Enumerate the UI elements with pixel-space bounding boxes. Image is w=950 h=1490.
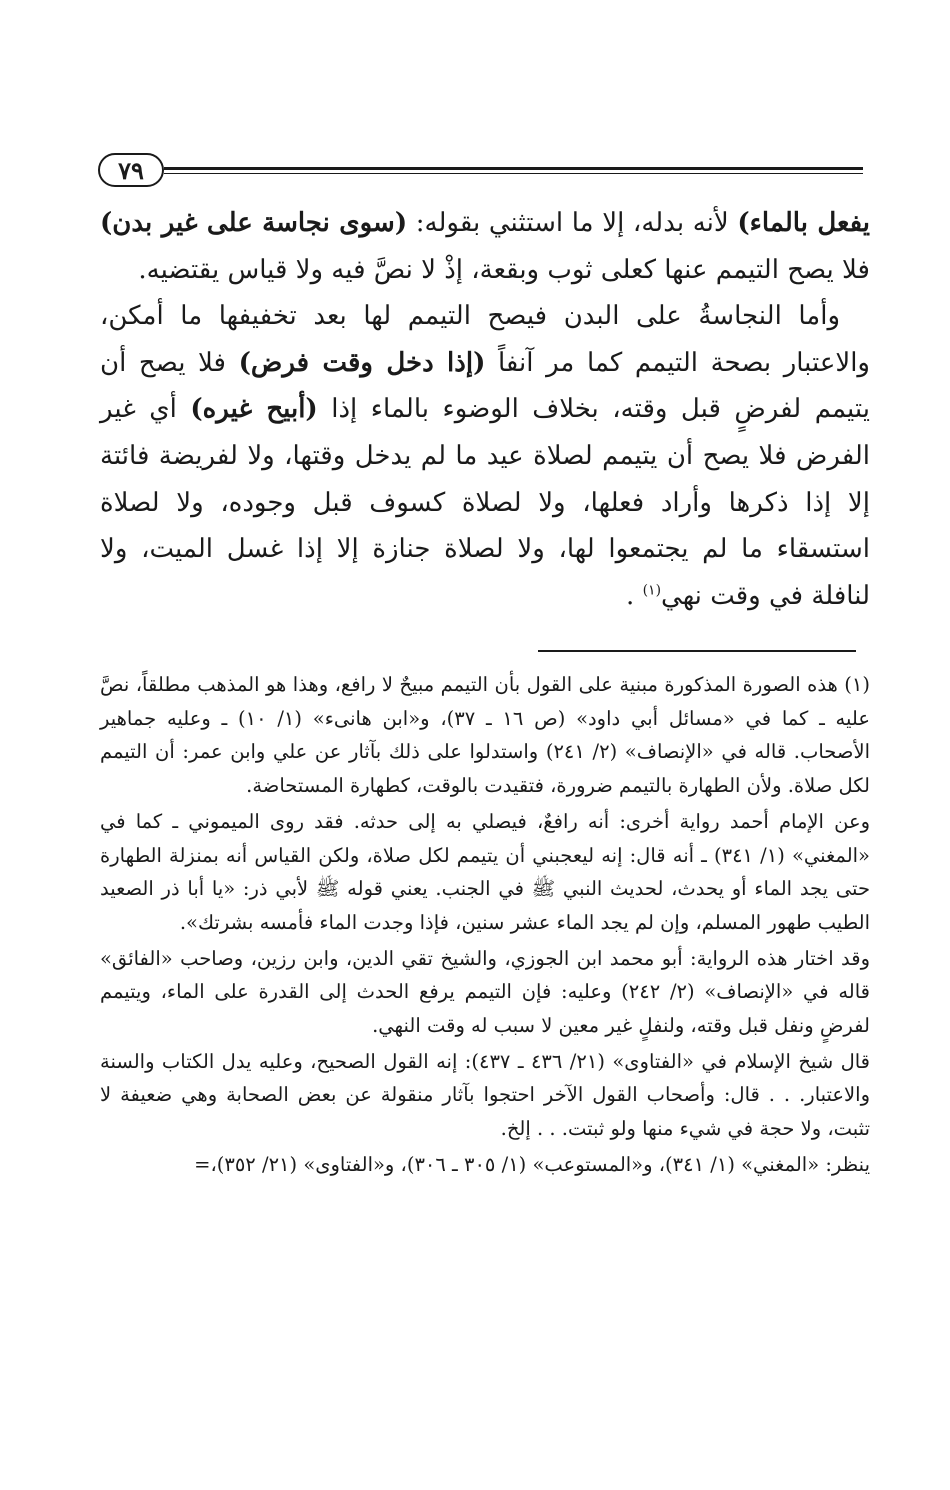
- page-number: ٧٩: [98, 153, 164, 187]
- footnotes: [100, 668, 870, 1184]
- bold-phrase: (سوى نجاسة على غير بدن): [100, 208, 408, 238]
- footnote-paragraph: وعن الإمام أحمد رواية أخرى: أنه رافعٌ، فيصلي به إلى حدثه. فقد روى الميموني ـ كما في «المغني» (١/ ٣٤١) ـ أنه قال: إنه ليعجبني أن يتيمم لكل صلاة، ولكن القياس أنه بمنزلة الطهارة حتى يجد الماء أو يحدث، لحديث النبي ﷺ في الجنب. يعني قوله ﷺ لأبي ذر: «يا أبا ذر الصعيد الطيب طهور المسلم، وإن لم يجد الماء عشر سنين، فإذا وجدت الماء فأمسه بشرتك».: [100, 809, 870, 934]
- footnote-paragraph: (١) هذه الصورة المذكورة مبنية على القول بأن التيمم مبيحٌ لا رافع، وهذا هو المذهب مطلقاً، نصَّ عليه ـ كما في «مسائل أبي داود» (ص ١٦ ـ ٣٧)، و«ابن هانىء» (١/ ١٠) ـ وعليه جماهير الأصحاب. قاله في «الإنصاف» (٢/ ٢٤١) واستدلوا على ذلك بآثار عن علي وابن عمر: أن التيمم لكل صلاة. ولأن الطهارة بالتيمم ضرورة، فتقيدت بالوقت، كطهارة المستحاضة.: [100, 673, 870, 798]
- text-run: وأما النجاسةُ على البدن فيصح التيمم لها بعد تخفيفها ما أمكن، والاعتبار بصحة التيمم كما مر آنفاً: [100, 301, 870, 378]
- main-text: [100, 200, 870, 619]
- footnote-paragraph: وقد اختار هذه الرواية: أبو محمد ابن الجوزي، والشيخ تقي الدين، وابن رزين، وصاحب «الفائق» قاله في «الإنصاف» (٢/ ٢٤٢) وعليه: فإن التيمم يرفع الحدث إلى القدرة على الماء، ويتيمم لفرضٍ ونفل قبل وقته، ولنفلٍ غير معين لا سبب له وقت النهي.: [100, 946, 870, 1038]
- bold-phrase: (إذا دخل وقت فرض): [238, 347, 486, 378]
- text-run: أي غير الفرض فلا يصح أن يتيمم لصلاة عيد ما لم يدخل وقتها، ولا لفريضة فائتة إلا إذا ذكرها وأراد فعلها، ولا لصلاة كسوف قبل وجوده، ولا لصلاة استسقاء ما لم يجتمعوا لها، ولا لصلاة جنازة إلا إذا غسل الميت، ولا لنافلة في وقت نهي: [100, 394, 870, 611]
- bold-phrase: يفعل بالماء): [737, 208, 870, 238]
- main-paragraph-2: [100, 293, 870, 619]
- footnote-marker: (١): [642, 582, 662, 599]
- header-rule-thin: [164, 173, 863, 174]
- page-header: [98, 150, 863, 194]
- bold-phrase: (أبيح غيره): [190, 394, 318, 425]
- text-run: لأنه بدله، إلا ما استثني بقوله:: [407, 208, 738, 238]
- header-rule-thick: [164, 167, 863, 170]
- footnote-divider: [538, 650, 856, 652]
- text-run: .: [626, 580, 643, 611]
- text-run: فلا يصح أن يتيمم لفرضٍ قبل وقته، بخلاف الوضوء بالماء إذا: [100, 347, 870, 425]
- footnote-paragraph: قال شيخ الإسلام في «الفتاوى» (٢١/ ٤٣٦ ـ ٤٣٧): إنه القول الصحيح، وعليه يدل الكتاب والسنة والاعتبار. . . قال: وأصحاب القول الآخر احتجوا بآثار منقولة عن بعض الصحابة وهي ضعيفة لا تثبت، ولا حجة في شيء منها ولو ثبتت. . . إلخ.: [100, 1049, 871, 1141]
- main-paragraph-1: [100, 200, 870, 293]
- footnote-paragraph: ينظر: «المغني» (١/ ٣٤١)، و«المستوعب» (١/ ٣٠٥ ـ ٣٠٦)، و«الفتاوى» (٢١/ ٣٥٢)،=: [194, 1152, 870, 1176]
- text-run: فلا يصح التيمم عنها كعلى ثوب وبقعة، إذْ لا نصَّ فيه ولا قياس يقتضيه.: [138, 254, 870, 285]
